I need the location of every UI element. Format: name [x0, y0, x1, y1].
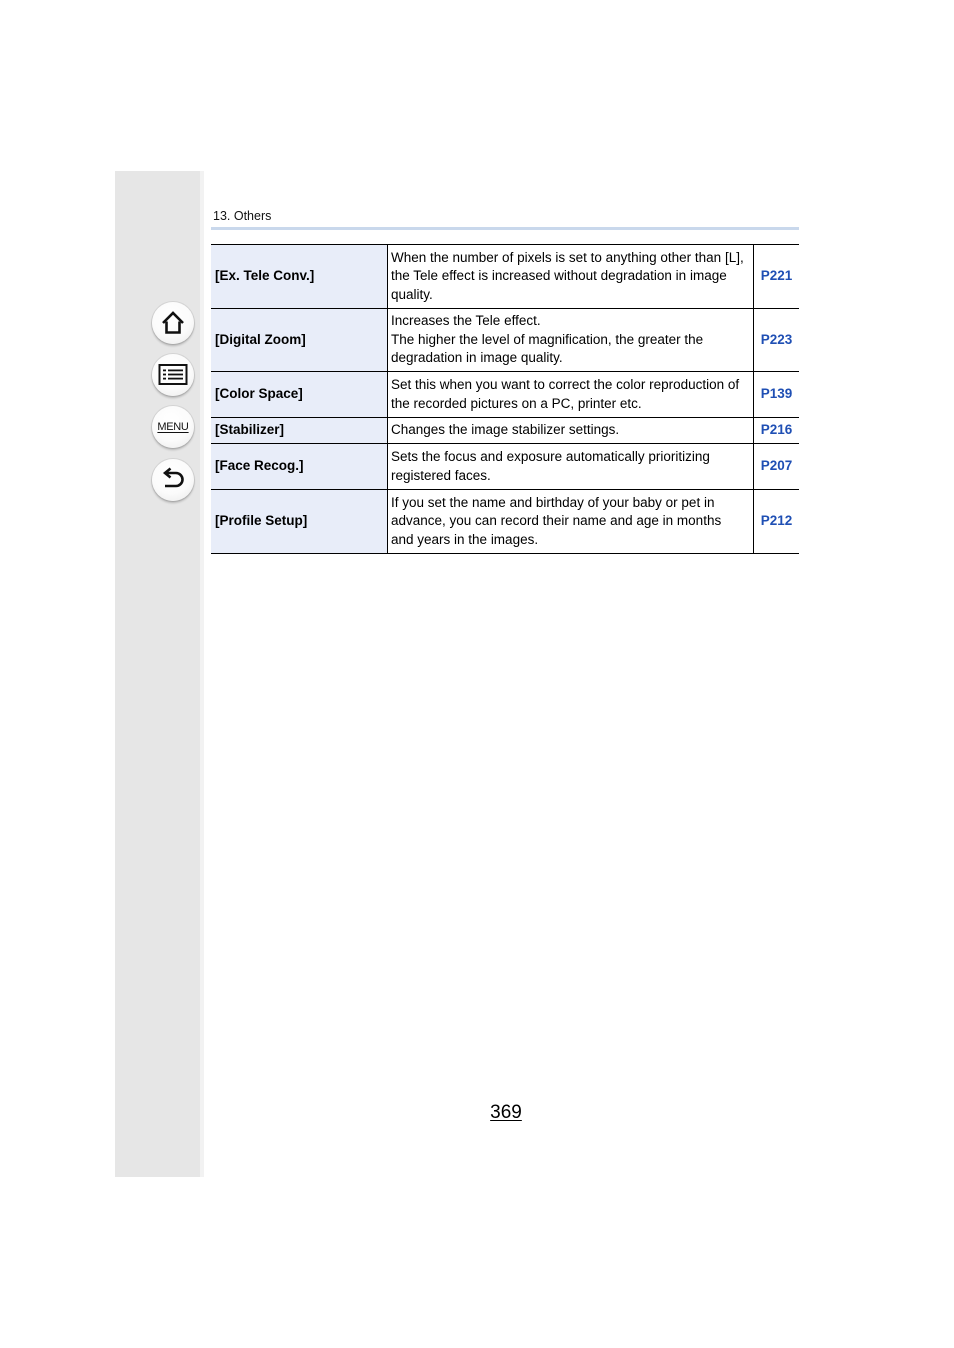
setting-description: Sets the focus and exposure automatically prioritizing registered faces. — [388, 444, 754, 490]
table-row — [211, 490, 799, 554]
setting-description: Set this when you want to correct the color reproduction of the recorded pictures on a PC, printer etc. — [388, 372, 754, 418]
page-link[interactable]: P139 — [754, 372, 800, 418]
sidebar-edge — [200, 171, 204, 1177]
setting-description: Increases the Tele effect. The higher the level of magnification, the greater the degradation in image quality. — [388, 309, 754, 372]
table-row — [211, 444, 799, 490]
setting-name: [Ex. Tele Conv.] — [211, 245, 388, 309]
setting-name: [Color Space] — [211, 372, 388, 418]
page-link[interactable]: P221 — [754, 245, 800, 309]
setting-name: [Digital Zoom] — [211, 309, 388, 372]
setting-name: [Profile Setup] — [211, 490, 388, 554]
setting-description: If you set the name and birthday of your baby or pet in advance, you can record their name and age in months and years in the images. — [388, 490, 754, 554]
contents-button[interactable] — [152, 354, 194, 396]
back-button[interactable] — [152, 459, 194, 501]
page-link[interactable]: P207 — [754, 444, 800, 490]
menu-button[interactable] — [152, 406, 194, 448]
table-row — [211, 245, 799, 309]
setting-name: [Face Recog.] — [211, 444, 388, 490]
page-number: 369 — [490, 1102, 522, 1123]
table-row — [211, 418, 799, 444]
settings-table — [211, 244, 799, 554]
table-row — [211, 372, 799, 418]
menu-icon: MENU — [157, 421, 189, 433]
back-arrow-icon — [159, 466, 187, 494]
header-rule — [211, 227, 799, 230]
page-link[interactable]: P212 — [754, 490, 800, 554]
page-link[interactable]: P223 — [754, 309, 800, 372]
page-link[interactable]: P216 — [754, 418, 800, 444]
setting-description: Changes the image stabilizer settings. — [388, 418, 754, 444]
setting-description: When the number of pixels is set to anything other than [L], the Tele effect is increased without degradation in image quality. — [388, 245, 754, 309]
table-row — [211, 309, 799, 372]
home-icon — [159, 309, 187, 337]
section-title: 13. Others — [213, 209, 272, 223]
list-icon — [158, 363, 188, 387]
setting-name: [Stabilizer] — [211, 418, 388, 444]
home-button[interactable] — [152, 302, 194, 344]
